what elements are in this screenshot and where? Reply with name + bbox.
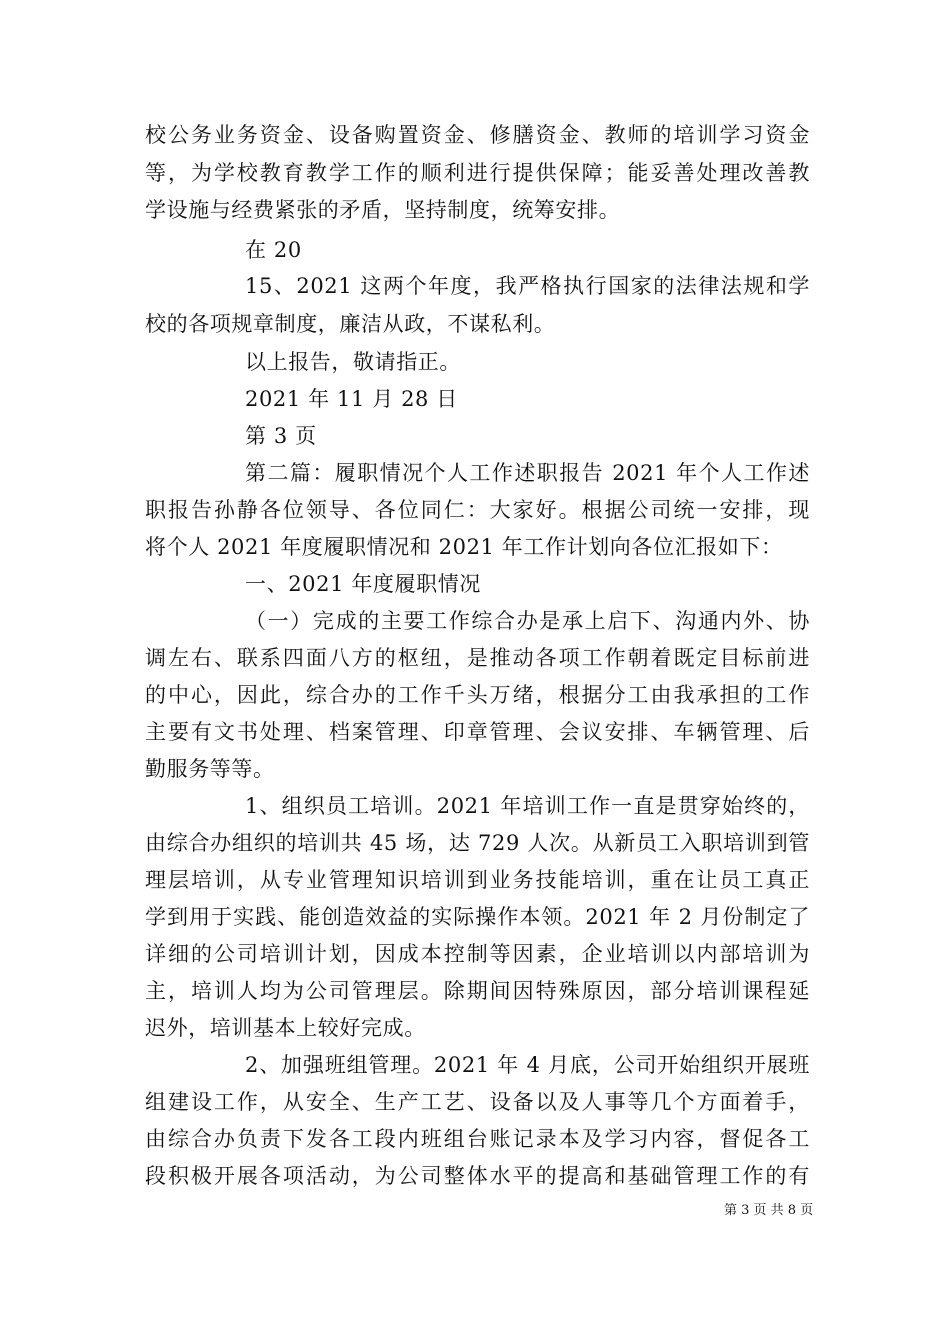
text-line: 学设施与经费紧张的矛盾，坚持制度，统筹安排。 — [145, 198, 621, 222]
text-line: 调左右、联系四面八方的枢纽，是推动各项工作朝着既定目标前进 — [145, 646, 810, 670]
text-line: 由综合办组织的培训共 45 场，达 729 人次。从新员工入职培训到管 — [145, 831, 810, 855]
text-line: 15、2021 这两个年度，我严格执行国家的法律法规和学 — [245, 274, 810, 298]
text-line: 段积极开展各项活动，为公司整体水平的提高和基础管理工作的有 — [145, 1164, 810, 1188]
text-line: 在 20 — [245, 238, 302, 262]
text-line: 详细的公司培训计划，因成本控制等因素，企业培训以内部培训为 — [145, 942, 810, 966]
text-line: 迟外，培训基本上较好完成。 — [145, 1016, 426, 1040]
text-line: 主要有文书处理、档案管理、印章管理、会议安排、车辆管理、后 — [145, 720, 810, 744]
section-heading-line: 第二篇：履职情况个人工作述职报告 2021 年个人工作述 — [245, 461, 810, 485]
text-line: 的中心，因此，综合办的工作千头万绪，根据分工由我承担的工作 — [145, 683, 810, 707]
page-footer: 第 3 页 共 8 页 — [724, 1203, 814, 1218]
page-marker: 第 3 页 — [245, 424, 317, 448]
text-line: 校公务业务资金、设备购置资金、修膳资金、教师的培训学习资金 — [145, 123, 810, 147]
text-line: 由综合办负责下发各工段内班组台账记录本及学习内容，督促各工 — [145, 1127, 810, 1151]
text-line: 校的各项规章制度，廉洁从政，不谋私利。 — [145, 312, 556, 336]
text-line: 勤服务等等。 — [145, 757, 275, 781]
text-line: 等，为学校教育教学工作的顺利进行提供保障；能妥善处理改善教 — [145, 161, 810, 185]
text-line: （一）完成的主要工作综合办是承上启下、沟通内外、协 — [245, 609, 810, 633]
text-line: 组建设工作，从安全、生产工艺、设备以及人事等几个方面着手， — [145, 1090, 810, 1114]
heading-line: 一、2021 年度履职情况 — [245, 572, 481, 596]
text-line: 主，培训人均为公司管理层。除期间因特殊原因，部分培训课程延 — [145, 979, 810, 1003]
text-line: 1、组织员工培训。2021 年培训工作一直是贯穿始终的， — [245, 794, 810, 818]
text-line: 职报告孙静各位领导、各位同仁：大家好。根据公司统一安排，现 — [145, 498, 810, 522]
text-line: 2、加强班组管理。2021 年 4 月底，公司开始组织开展班 — [245, 1053, 810, 1077]
text-line: 将个人 2021 年度履职情况和 2021 年工作计划向各位汇报如下： — [145, 535, 783, 559]
text-line: 以上报告，敬请指正。 — [245, 350, 461, 374]
date-line: 2021 年 11 月 28 日 — [245, 387, 458, 411]
text-line: 理层培训，从专业管理知识培训到业务技能培训，重在让员工真正 — [145, 868, 810, 892]
text-line: 学到用于实践、能创造效益的实际操作本领。2021 年 2 月份制定了 — [145, 905, 810, 929]
